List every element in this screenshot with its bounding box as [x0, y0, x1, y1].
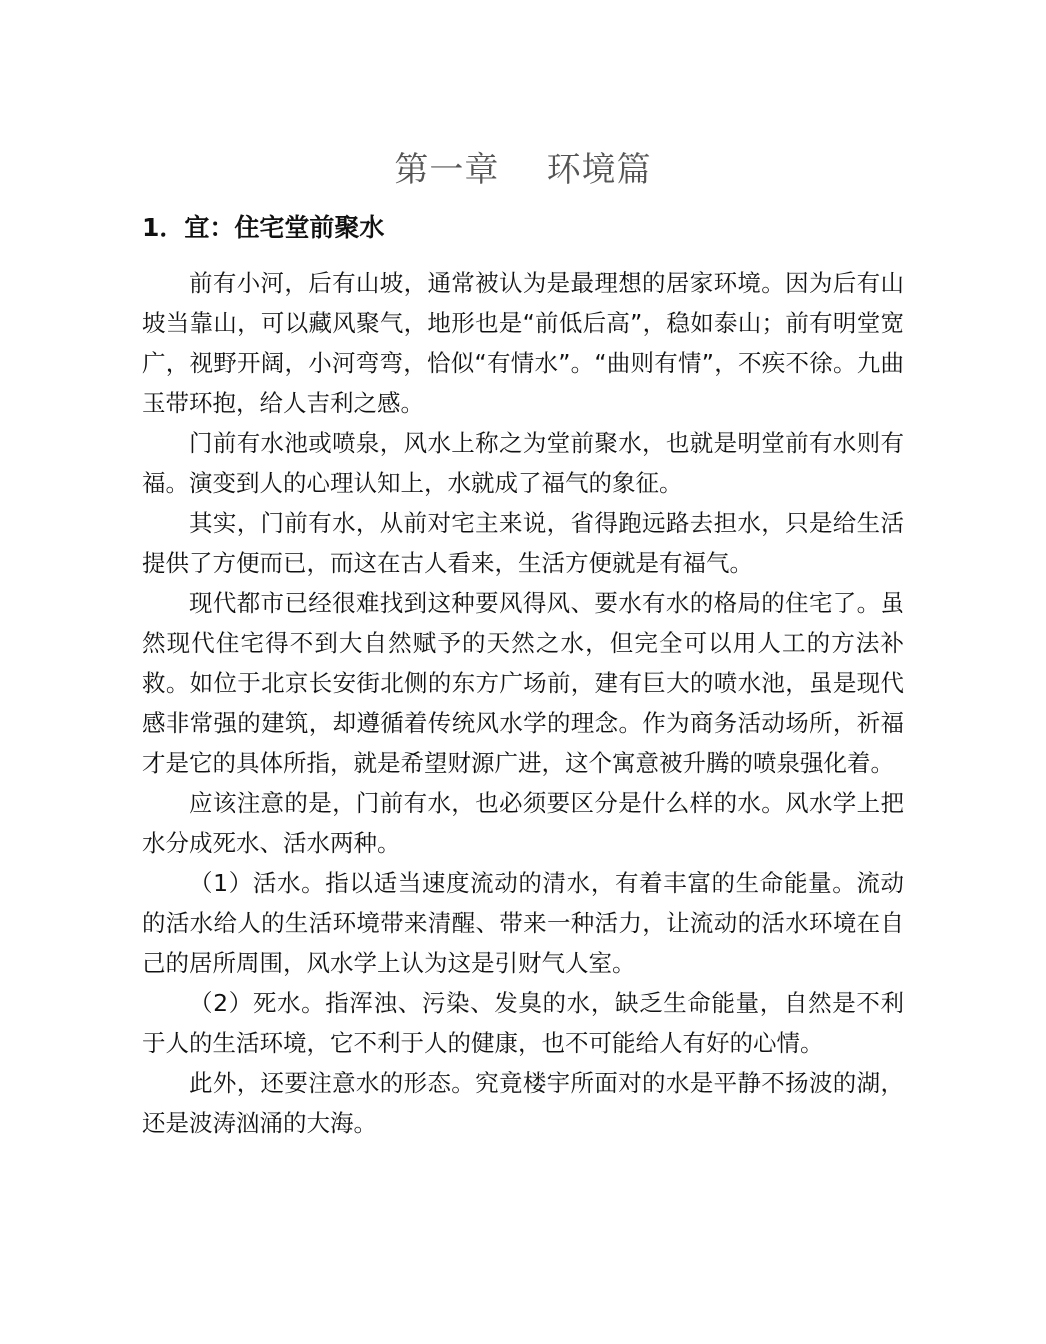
chapter-title: 第一章 环境篇	[394, 150, 652, 190]
paragraph: 应该注意的是，门前有水，也必须要区分是什么样的水。风水学上把水分成死水、活水两种。	[142, 789, 904, 857]
paragraph: 其实，门前有水，从前对宅主来说，省得跑远路去担水，只是给生活提供了方便而已，而这在古人看来，生活方便就是有福气。	[142, 509, 904, 577]
paragraph: 前有小河，后有山坡，通常被认为是最理想的居家环境。因为后有山坡当靠山，可以藏风聚气，地形也是“前低后高”，稳如泰山；前有明堂宽广，视野开阔，小河弯弯，恰似“有情水”。“曲则有情”，不疾不徐。九曲玉带环抱，给人吉利之感。	[142, 269, 904, 417]
body-text	[142, 263, 904, 1143]
paragraph: 门前有水池或喷泉，风水上称之为堂前聚水，也就是明堂前有水则有福。演变到人的心理认知上，水就成了福气的象征。	[142, 429, 904, 497]
paragraph: 此外，还要注意水的形态。究竟楼宇所面对的水是平静不扬波的湖，还是波涛汹涌的大海。	[142, 1069, 904, 1137]
paragraph: 现代都市已经很难找到这种要风得风、要水有水的格局的住宅了。虽然现代住宅得不到大自然赋予的天然之水，但完全可以用人工的方法补救。如位于北京长安街北侧的东方广场前，建有巨大的喷水池，虽是现代感非常强的建筑，却遵循着传统风水学的理念。作为商务活动场所，祈福才是它的具体所指，就是希望财源广进，这个寓意被升腾的喷泉强化着。	[142, 589, 904, 777]
paragraph: （2）死水。指浑浊、污染、发臭的水，缺乏生命能量，自然是不利于人的生活环境，它不利于人的健康，也不可能给人有好的心情。	[142, 989, 904, 1057]
section-heading: 1．宜：住宅堂前聚水	[142, 213, 385, 242]
paragraph: （1）活水。指以适当速度流动的清水，有着丰富的生命能量。流动的活水给人的生活环境带来清醒、带来一种活力，让流动的活水环境在自己的居所周围，风水学上认为这是引财气人室。	[142, 869, 904, 977]
